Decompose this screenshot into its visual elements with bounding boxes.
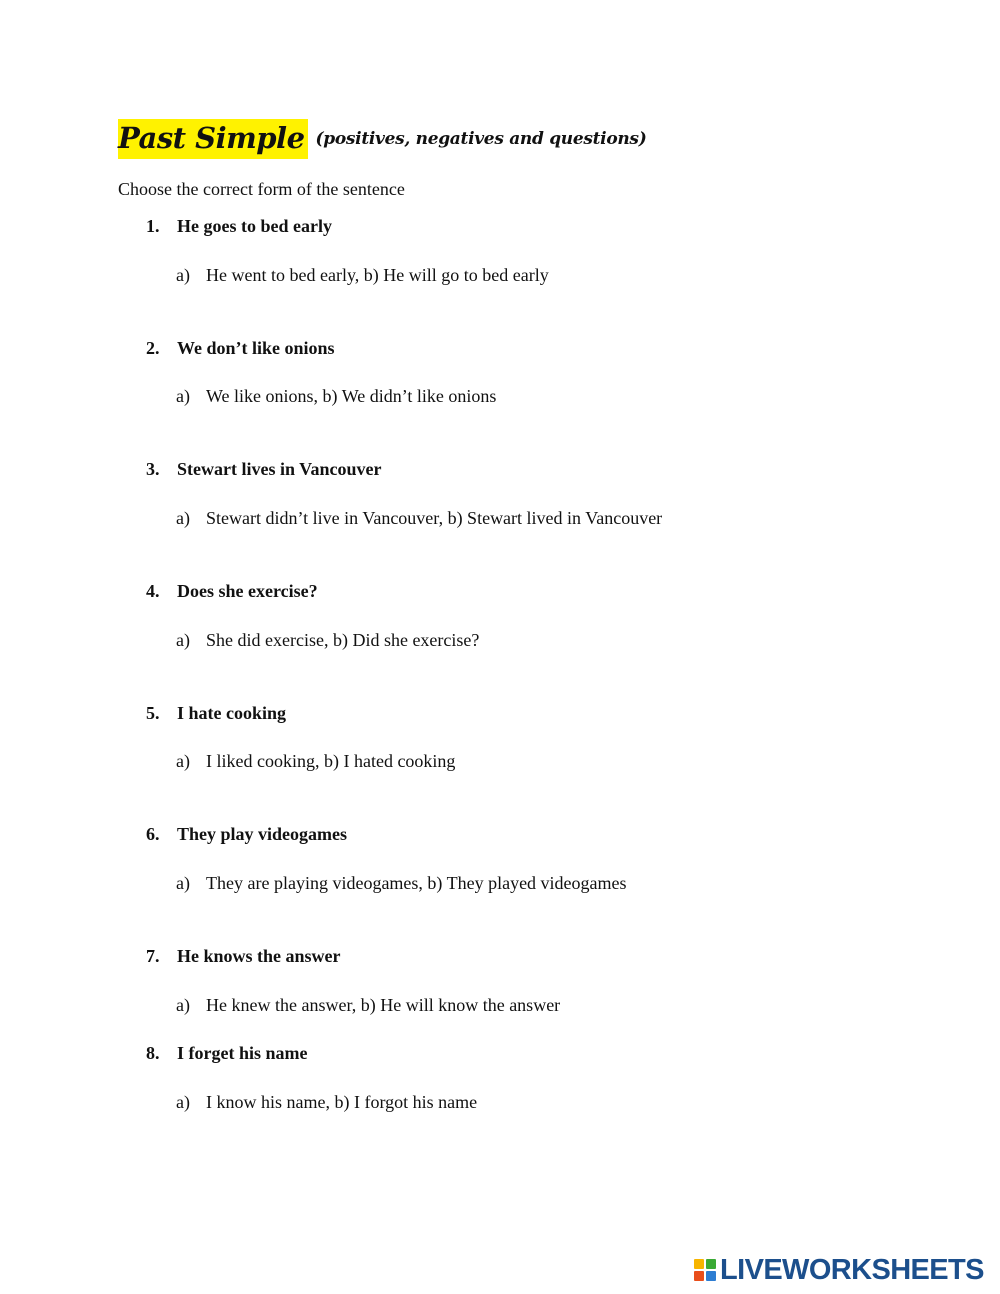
options-2: [176, 385, 496, 407]
instruction-text: Choose the correct form of the sentence: [118, 179, 405, 199]
options-7: [176, 994, 560, 1016]
option-letter: a): [176, 751, 190, 771]
options-1: [176, 264, 549, 286]
question-text: They play videogames: [177, 824, 348, 844]
logo-block: [694, 1259, 704, 1269]
question-6: [146, 823, 347, 845]
question-text: I forget his name: [177, 1043, 308, 1063]
option-letter: a): [176, 873, 190, 893]
options-6: [176, 872, 627, 894]
question-number: 5.: [146, 703, 160, 723]
question-number: 3.: [146, 459, 160, 479]
question-text: Stewart lives in Vancouver: [177, 459, 382, 479]
question-number: 4.: [146, 581, 160, 601]
options-4: [176, 629, 479, 651]
worksheet-title: [118, 116, 646, 162]
question-text: He knows the answer: [177, 946, 341, 966]
question-8: [146, 1042, 307, 1064]
question-number: 8.: [146, 1043, 160, 1063]
question-1: [146, 215, 332, 237]
option-letter: a): [176, 265, 190, 285]
options-text: He went to bed early, b) He will go to bed early: [206, 265, 549, 285]
logo-text: LIVEWORKSHEETS: [720, 1253, 984, 1286]
question-2: [146, 337, 335, 359]
options-text: They are playing videogames, b) They played videogames: [206, 873, 627, 893]
question-text: Does she exercise?: [177, 581, 318, 601]
question-text: I hate cooking: [177, 703, 287, 723]
logo-blocks-icon: [694, 1259, 716, 1281]
question-text: We don’t like onions: [177, 338, 335, 358]
options-3: [176, 507, 662, 529]
options-text: We like onions, b) We didn’t like onions: [206, 386, 497, 406]
question-5: [146, 702, 286, 724]
logo-block: [694, 1271, 704, 1281]
logo-block: [706, 1271, 716, 1281]
question-number: 2.: [146, 338, 160, 358]
title-subtitle: (positives, negatives and questions): [315, 129, 647, 149]
options-text: I liked cooking, b) I hated cooking: [206, 751, 456, 771]
options-text: I know his name, b) I forgot his name: [206, 1092, 478, 1112]
question-number: 6.: [146, 824, 160, 844]
question-7: [146, 945, 341, 967]
question-4: [146, 580, 318, 602]
option-letter: a): [176, 995, 190, 1015]
question-number: 1.: [146, 216, 160, 236]
options-text: Stewart didn’t live in Vancouver, b) Stewart lived in Vancouver: [206, 508, 663, 528]
liveworksheets-logo: [694, 1254, 984, 1286]
options-8: [176, 1091, 477, 1113]
question-3: [146, 458, 382, 480]
option-letter: a): [176, 1092, 190, 1112]
question-text: He goes to bed early: [177, 216, 332, 236]
options-text: She did exercise, b) Did she exercise?: [206, 630, 480, 650]
title-highlighted: Past Simple: [118, 119, 308, 159]
options-5: [176, 750, 455, 772]
logo-block: [706, 1259, 716, 1269]
option-letter: a): [176, 508, 190, 528]
options-text: He knew the answer, b) He will know the answer: [206, 995, 561, 1015]
question-number: 7.: [146, 946, 160, 966]
option-letter: a): [176, 630, 190, 650]
option-letter: a): [176, 386, 190, 406]
